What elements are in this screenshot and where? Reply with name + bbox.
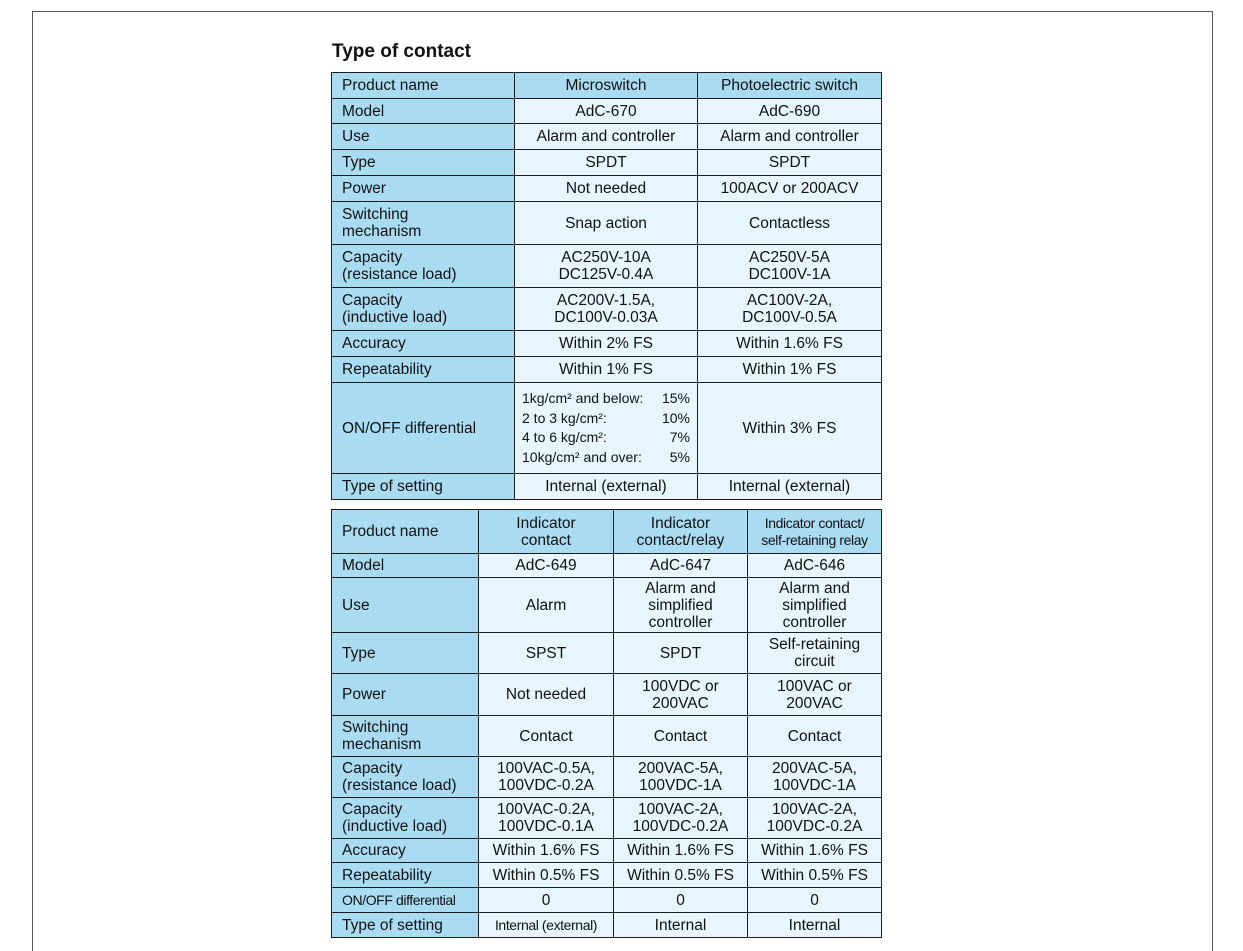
row-label: Use xyxy=(332,124,515,150)
table-cell: Within 1% FS xyxy=(515,357,698,383)
header-cell: Indicator contact/relay xyxy=(614,510,748,554)
table-cell: Alarm and simplified controller xyxy=(748,578,882,633)
table-cell: 100VDC or 200VAC xyxy=(614,674,748,716)
table-cell: Internal (external) xyxy=(479,913,614,938)
row-label: Capacity (resistance load) xyxy=(332,757,479,798)
header-cell: Product name xyxy=(332,73,515,99)
table-cell: Within 1.6% FS xyxy=(698,331,882,357)
table-cell: Alarm and simplified controller xyxy=(614,578,748,633)
table-cell: 100VAC-2A, 100VDC-0.2A xyxy=(748,798,882,839)
table-cell: AC250V-10A DC125V-0.4A xyxy=(515,245,698,288)
row-label: Model xyxy=(332,99,515,124)
table-row xyxy=(332,245,882,288)
row-label: Switching mechanism xyxy=(332,716,479,757)
table-cell: Within 2% FS xyxy=(515,331,698,357)
table-cell: Within 0.5% FS xyxy=(479,863,614,888)
row-label: Repeatability xyxy=(332,863,479,888)
table-cell: SPDT xyxy=(515,150,698,176)
row-label: ON/OFF differential xyxy=(332,383,515,474)
row-label: Model xyxy=(332,554,479,578)
table-cell: SPST xyxy=(479,633,614,674)
row-label: Type of setting xyxy=(332,474,515,500)
table-cell: Within 3% FS xyxy=(698,383,882,474)
table-cell: AdC-670 xyxy=(515,99,698,124)
header-cell: Indicator contact xyxy=(479,510,614,554)
table-cell: Internal (external) xyxy=(515,474,698,500)
table-cell: 100ACV or 200ACV xyxy=(698,176,882,202)
table-cell: Contactless xyxy=(698,202,882,245)
row-label: Repeatability xyxy=(332,357,515,383)
table-row xyxy=(332,863,882,888)
table-cell: Alarm and controller xyxy=(515,124,698,150)
contact-spec-table-1 xyxy=(331,72,882,500)
header-cell: Product name xyxy=(332,510,479,554)
row-label: Capacity (resistance load) xyxy=(332,245,515,288)
table-row xyxy=(332,888,882,913)
table-cell: AC100V-2A, DC100V-0.5A xyxy=(698,288,882,331)
header-cell: Photoelectric switch xyxy=(698,73,882,99)
table-cell: Internal (external) xyxy=(698,474,882,500)
table-cell: Not needed xyxy=(515,176,698,202)
table-row xyxy=(332,124,882,150)
table-row xyxy=(332,554,882,578)
row-label: ON/OFF differential xyxy=(332,888,479,913)
table-row xyxy=(332,176,882,202)
row-label: Switching mechanism xyxy=(332,202,515,245)
table-cell: AdC-647 xyxy=(614,554,748,578)
table-cell: Within 1.6% FS xyxy=(748,839,882,863)
table-cell: SPDT xyxy=(698,150,882,176)
table-cell: 0 xyxy=(614,888,748,913)
onoff-differential-cell xyxy=(515,383,698,474)
table-row-header xyxy=(332,510,882,554)
table-cell: Within 1.6% FS xyxy=(614,839,748,863)
list-item: 2 to 3 kg/cm²: 10% xyxy=(522,409,690,426)
table-cell: Within 0.5% FS xyxy=(614,863,748,888)
table-cell: AC250V-5A DC100V-1A xyxy=(698,245,882,288)
table-row xyxy=(332,202,882,245)
table-cell: Within 1% FS xyxy=(698,357,882,383)
row-label: Capacity (inductive load) xyxy=(332,288,515,331)
table-row xyxy=(332,674,882,716)
table-row xyxy=(332,331,882,357)
table-cell: Internal xyxy=(614,913,748,938)
table-row xyxy=(332,99,882,124)
row-label: Type xyxy=(332,150,515,176)
table-cell: Within 1.6% FS xyxy=(479,839,614,863)
row-label: Capacity (inductive load) xyxy=(332,798,479,839)
table-row xyxy=(332,357,882,383)
table-cell: 100VAC-0.5A, 100VDC-0.2A xyxy=(479,757,614,798)
row-label: Type xyxy=(332,633,479,674)
header-cell: Microswitch xyxy=(515,73,698,99)
table-cell: 0 xyxy=(748,888,882,913)
table-row xyxy=(332,578,882,633)
table-row xyxy=(332,716,882,757)
table-cell: Within 0.5% FS xyxy=(748,863,882,888)
contact-spec-table-2 xyxy=(331,509,882,938)
table-cell: Contact xyxy=(479,716,614,757)
page-title: Type of contact xyxy=(332,41,471,62)
table-cell: Self-retaining circuit xyxy=(748,633,882,674)
row-label: Use xyxy=(332,578,479,633)
table-cell: 200VAC-5A, 100VDC-1A xyxy=(748,757,882,798)
table-cell: Alarm xyxy=(479,578,614,633)
table-cell: SPDT xyxy=(614,633,748,674)
table-cell: Alarm and controller xyxy=(698,124,882,150)
header-cell: Indicator contact/ self-retaining relay xyxy=(748,510,882,554)
table-row-header xyxy=(332,73,882,99)
table-row xyxy=(332,798,882,839)
table-cell: Internal xyxy=(748,913,882,938)
table-cell: AdC-649 xyxy=(479,554,614,578)
table-row xyxy=(332,474,882,500)
table-row xyxy=(332,150,882,176)
table-cell: Contact xyxy=(748,716,882,757)
row-label: Accuracy xyxy=(332,839,479,863)
table-row xyxy=(332,757,882,798)
table-cell: 100VAC or 200VAC xyxy=(748,674,882,716)
table-row xyxy=(332,913,882,938)
list-item: 10kg/cm² and over: 5% xyxy=(522,448,690,465)
onoff-differential-list xyxy=(522,389,690,467)
table-row xyxy=(332,383,882,474)
table-row xyxy=(332,633,882,674)
row-label: Power xyxy=(332,176,515,202)
table-cell: AC200V-1.5A, DC100V-0.03A xyxy=(515,288,698,331)
table-cell: 0 xyxy=(479,888,614,913)
table-row xyxy=(332,839,882,863)
table-cell: AdC-690 xyxy=(698,99,882,124)
table-cell: AdC-646 xyxy=(748,554,882,578)
row-label: Type of setting xyxy=(332,913,479,938)
table-cell: 200VAC-5A, 100VDC-1A xyxy=(614,757,748,798)
table-cell: Not needed xyxy=(479,674,614,716)
list-item: 4 to 6 kg/cm²: 7% xyxy=(522,429,690,445)
table-cell: 100VAC-0.2A, 100VDC-0.1A xyxy=(479,798,614,839)
list-item: 1kg/cm² and below: 15% xyxy=(522,390,690,406)
row-label: Power xyxy=(332,674,479,716)
table-cell: Snap action xyxy=(515,202,698,245)
table-cell: Contact xyxy=(614,716,748,757)
row-label: Accuracy xyxy=(332,331,515,357)
table-cell: 100VAC-2A, 100VDC-0.2A xyxy=(614,798,748,839)
table-row xyxy=(332,288,882,331)
